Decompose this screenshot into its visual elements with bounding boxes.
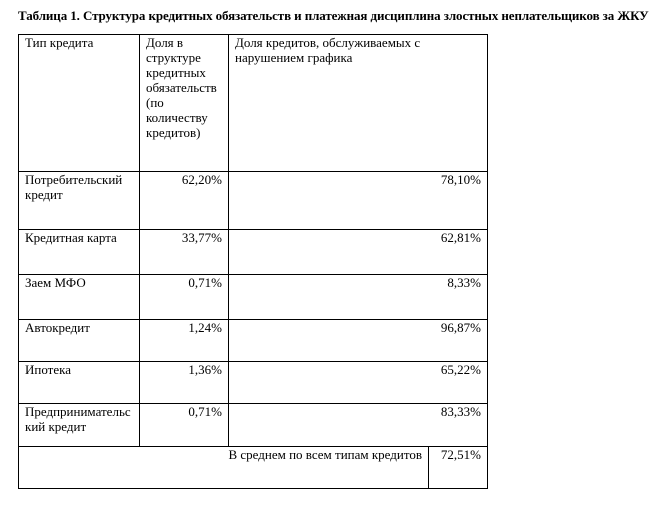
- row-credit-type: Ипотека: [19, 362, 140, 404]
- row-violations: 78,10%: [229, 172, 488, 230]
- table-row: [19, 230, 488, 275]
- row-violations: 8,33%: [229, 275, 488, 320]
- row-credit-type: Кредитная карта: [19, 230, 140, 275]
- row-violations: 62,81%: [229, 230, 488, 275]
- row-credit-type: Автокредит: [19, 320, 140, 362]
- row-share: 0,71%: [140, 275, 229, 320]
- average-label: В среднем по всем типам кредитов: [19, 447, 429, 489]
- row-credit-type: Потребительский кредит: [19, 172, 140, 230]
- row-share: 33,77%: [140, 230, 229, 275]
- table-row: [19, 362, 488, 404]
- average-value: 72,51%: [429, 447, 488, 489]
- header-violations: Доля кредитов, обслуживаемых с нарушением графика: [229, 35, 488, 172]
- average-row: [19, 447, 488, 489]
- table-row: [19, 404, 488, 447]
- table-row: [19, 275, 488, 320]
- header-credit-type: Тип кредита: [19, 35, 140, 172]
- row-share: 62,20%: [140, 172, 229, 230]
- header-share: Доля в структуре кредитных обязательств (по количеству кредитов): [140, 35, 229, 172]
- table-caption: Таблица 1. Структура кредитных обязательств и платежная дисциплина злостных неплательщиков за ЖКУ: [18, 8, 649, 23]
- table-row: [19, 320, 488, 362]
- row-share: 1,36%: [140, 362, 229, 404]
- row-share: 1,24%: [140, 320, 229, 362]
- row-credit-type: Заем МФО: [19, 275, 140, 320]
- row-credit-type: Предпринимательский кредит: [19, 404, 140, 447]
- row-share: 0,71%: [140, 404, 229, 447]
- row-violations: 96,87%: [229, 320, 488, 362]
- row-violations: 65,22%: [229, 362, 488, 404]
- header-row: [19, 35, 488, 172]
- credit-table: [18, 34, 488, 489]
- table-row: [19, 172, 488, 230]
- row-violations: 83,33%: [229, 404, 488, 447]
